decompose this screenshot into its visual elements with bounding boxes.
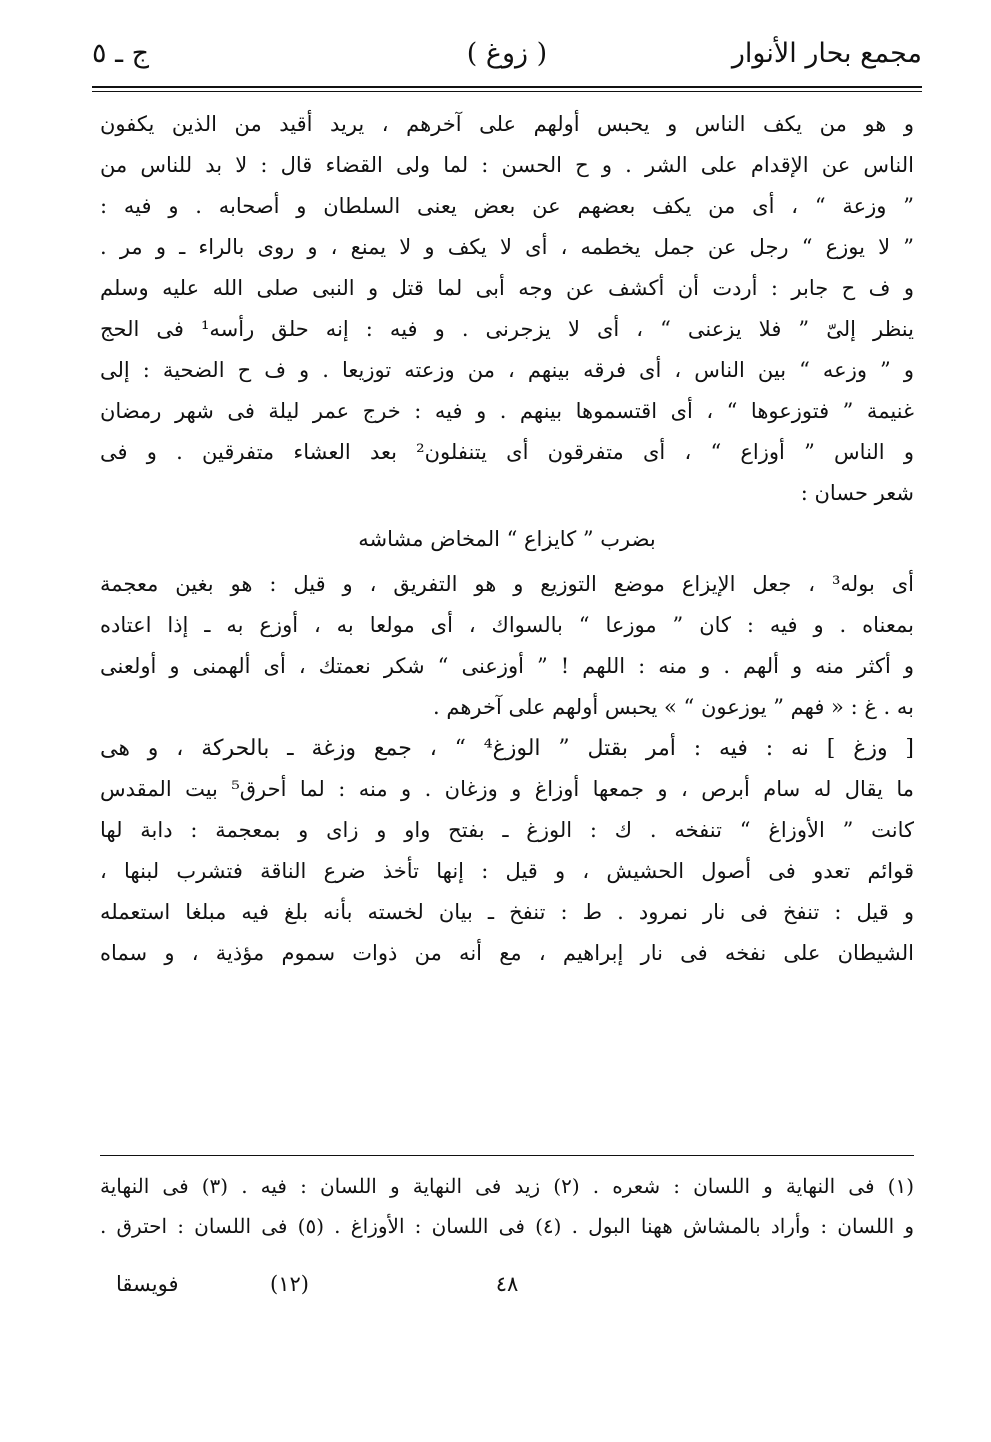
text-line: و ف ح جابر : أردت أن أكشف عن وجه أبى لما قتل و النبى صلى الله عليه وسلم [100,276,914,300]
catchword: فويسقا [116,1272,179,1296]
footnote-rule [100,1155,914,1156]
text-line: كانت ” الأوزاغ “ تنفخه . ك : الوزغ ـ بفتح واو و زاى و بمعجمة : دابة لها [100,818,914,842]
poetry-verse: بضرب ” كايزاع “ المخاض مشاشه [358,527,656,551]
text-line: أى بوله³ ، جعل الإيزاع موضع التوزيع و هو التفريق ، و قيل : هو بغين معجمة [100,572,914,596]
header-rule-thin [92,91,922,92]
footnote-line: (١) فى النهاية و اللسان : شعره . (٢) زيد فى النهاية و اللسان : فيه . (٣) فى النهاية [100,1174,914,1198]
text-line: ينظر إلىّ ” فلا يزعنى “ ، أى لا يزجرنى . و فيه : إنه حلق رأسه¹ فى الحج [100,317,914,341]
text-line: ” لا يوزع “ رجل عن جمل يخطمه ، أى لا يكف و لا يمنع ، و روى بالراء ـ و مر . [100,235,914,259]
page-footer [100,1272,914,1312]
text-line: الناس عن الإقدام على الشر . و ح الحسن : لما ولى القضاء قال : لا بد للناس من [100,153,914,177]
text-line: قوائم تعدو فى أصول الحشيش ، و قيل : إنها تأخذ ضرع الناقة فتشرب لبنها ، [100,859,914,883]
main-text [100,104,914,974]
text-line: و أكثر منه و ألهم . و منه : اللهم ! ” أوزعنى “ شكر نعمتك ، أى ألهمنى و أولعنى [100,654,914,678]
page-number: ٤٨ [495,1272,519,1296]
entry-heading-line: [ وزغ ] نه : فيه : أمر بقتل ” الوزغ⁴ “ ، جمع وزغة ـ بالحركة ، و هى [100,736,914,761]
text-line: به . غ : « فهم ” يوزعون “ » يحبس أولهم على آخرهم . [433,695,914,719]
text-line: الشيطان على نفخه فى نار إبراهيم ، مع أنه من ذوات سموم مؤذية ، و سماه [100,941,914,965]
footnote-line: و اللسان : وأراد بالمشاش ههنا البول . (٤) فى اللسان : الأوزاغ . (٥) فى اللسان : احترق . [100,1214,914,1238]
text-line: بمعناه . و فيه : كان ” موزعا “ بالسواك ، أى مولعا به ، أوزع به ـ إذا اعتاده [100,613,914,637]
text-line: شعر حسان : [800,481,914,505]
volume-number: ج ـ ٥ [92,38,150,69]
root-word: ( زوغ ) [466,38,548,69]
text-line: غنيمة ” فتوزعوها “ ، أى اقتسموها بينهم . و فيه : خرج عمر ليلة فى شهر رمضان [100,399,914,423]
text-line: و الناس ” أوزاع “ ، أى متفرقون أى يتنفلون² بعد العشاء متفرقين . و فى [100,440,914,464]
header-rule-thick [92,86,922,88]
book-title: مجمع بحار الأنوار [731,38,922,69]
text-line: ” وزعة “ ، أى من يكف بعضهم عن بعض يعنى السلطان و أصحابه . و فيه : [100,194,914,218]
text-line: ما يقال له سام أبرص ، و جمعها أوزاغ و وزغان . و منه : لما أحرق⁵ بيت المقدس [100,777,914,801]
text-line: و ” وزعه “ بين الناس ، أى فرقه بينهم ، من وزعته توزيعا . و ف ح الضحية : إلى [100,358,914,382]
footnotes [100,1166,914,1246]
text-line: و هو من يكف الناس و يحبس أولهم على آخرهم ، يريد أقيد من الذين يكفون [100,112,914,136]
text-line: و قيل : تنفخ فى نار نمرود . ط : تنفخ ـ بيان لخسته بأنه بلغ فيه مبلغا استعمله [100,900,914,924]
signature-mark: (١٢) [270,1272,309,1296]
running-header [92,28,922,84]
